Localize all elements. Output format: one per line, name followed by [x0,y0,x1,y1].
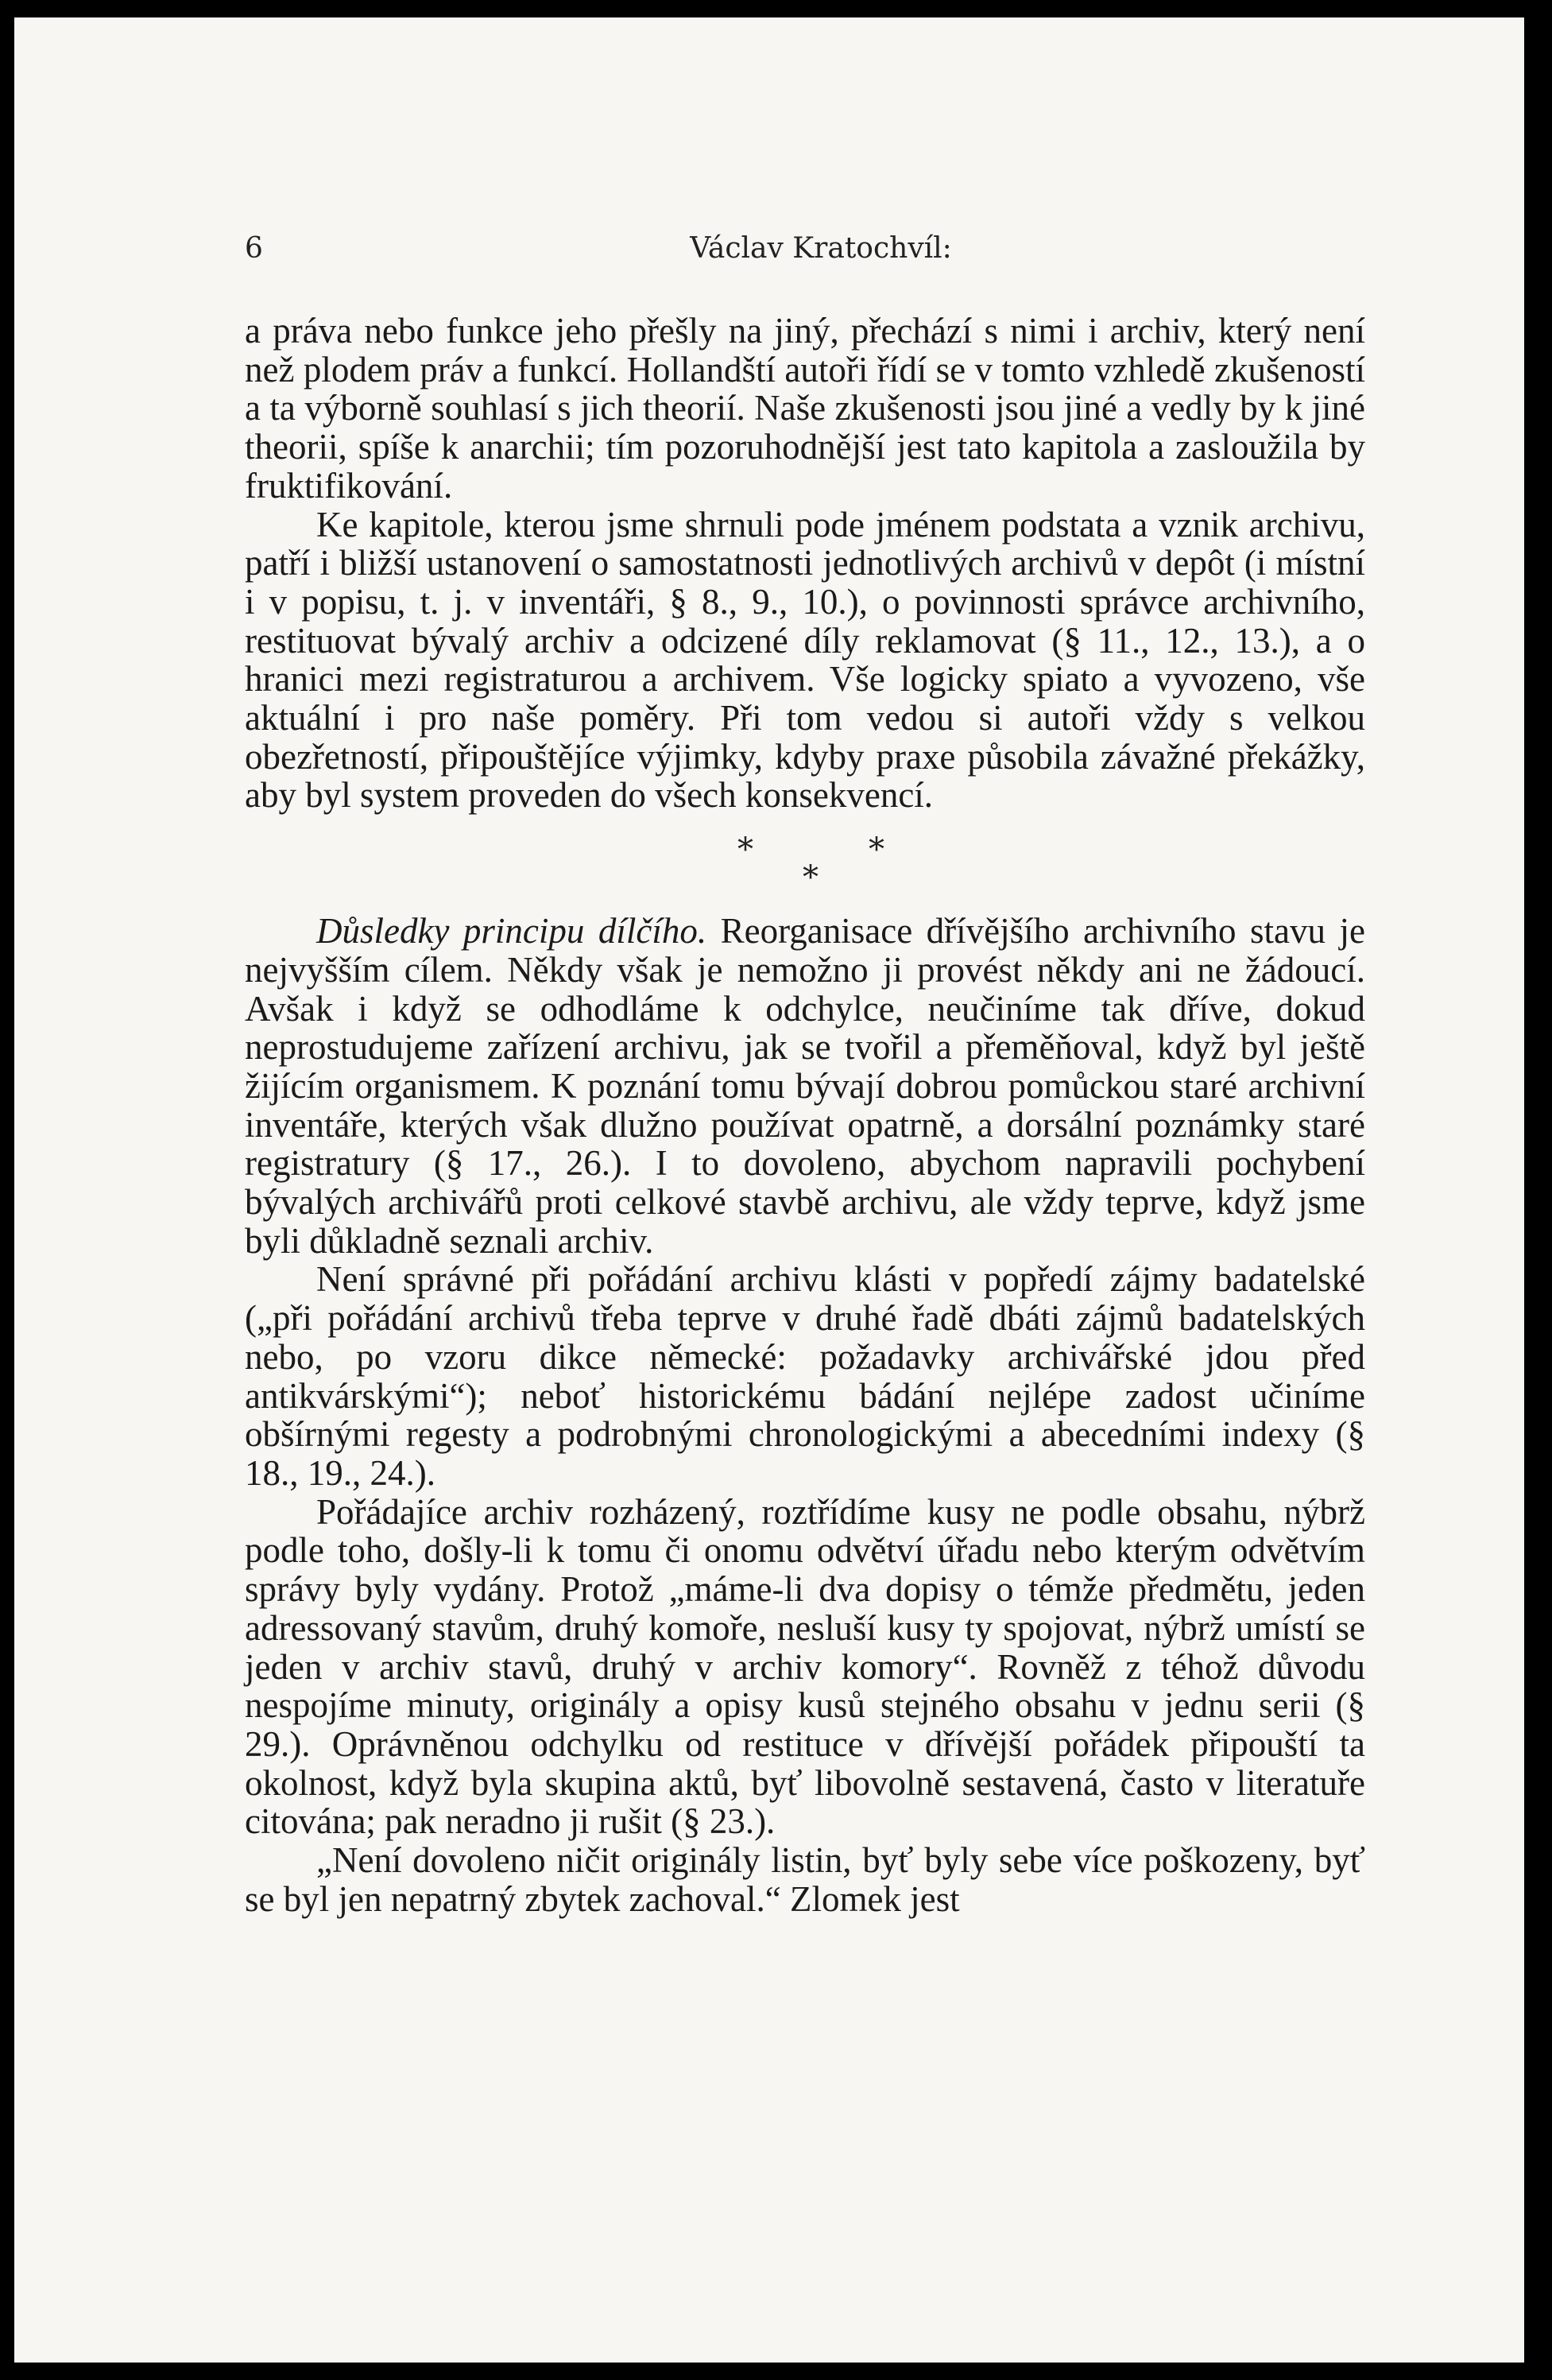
paragraph-2: Ke kapitole, kterou jsme shrnuli pode jménem podstata a vznik archivu, patří i bližší ustanovení o samostatnosti jednotlivých archivů v depôt (i místní i v popisu, t. j. v inventáři, § 8., 9., 10.), o povinnosti správce archivního, restituovat bývalý archiv a odcizené díly reklamovat (§ 11., 12., 13.), a o hranici mezi registraturou a archivem. Vše logicky spiato a vyvozeno, vše aktuální i pro naše poměry. Při tom vedou si autoři vždy s velkou obezřetností, připouštějíce výjimky, kdyby praxe působila závažné překážky, aby byl system proveden do všech konsekvencí. [245,504,1365,816]
page-number: 6 [245,232,263,265]
asterisk-middle: * [803,859,819,897]
paragraph-4: Není správné při pořádání archivu klásti v popředí zájmy badatelské („při pořádání archivů třeba teprve v druhé řadě dbáti zájmů badatelských nebo, po vzoru dikce německé: požadavky archivářské jdou před antikvárskými“); neboť historickému bádání nejlépe zadost učiníme obšírnými regesty a podrobnými chronologickými a abecedními indexy (§ 18., 19., 24.). [245,1259,1365,1493]
paragraph-5: Pořádajíce archiv rozházený, roztřídíme kusy ne podle obsahu, nýbrž podle toho, došly-li k tomu či onomu odvětví úřadu nebo kterým odvětvím správy byly vydány. Protož „máme-li dva dopisy o témže předmětu, jeden adressovaný stavům, druhý komoře, nesluší kusy ty spojovat, nýbrž umístí se jeden v archiv stavů, druhý v archiv komory“. Rovněž z téhož důvodu nespojíme minuty, originály a opisy kusů stejného obsahu v jednu serii (§ 29.). Oprávněnou odchylku od restituce v dřívější pořádek připouští ta okolnost, když byla skupina aktů, byť libovolně sestavená, často v literatuře citována; pak neradno ji rušit (§ 23.). [245,1491,1365,1842]
paragraph-3-text: Reorganisace dřívějšího archivního stavu je nejvyšším cílem. Někdy však je nemožno ji provést někdy ani ne žádoucí. Avšak i když se odhodláme k odchylce, neučiníme tak dříve, dokud neprostudujeme zařízení archivu, jak se tvořil a přeměňoval, když byl ještě žijícím organismem. K poznání tomu bývají dobrou pomůckou staré archivní inventáře, kterých však dlužno používat opatrně, a dorsální poznámky staré registratury (§ 17., 26.). I to dovoleno, abychom napravili pochybení bývalých archivářů proti celkové stavbě archivu, ale vždy teprve, když jsme byli důkladně seznali archiv. [245,911,1365,1261]
paragraph-3 [245,912,1365,1260]
section-separator [245,826,1365,905]
document-page [14,17,1524,2363]
running-head: Václav Kratochvíl: [690,232,952,265]
asterisk-left: * [737,831,753,869]
paragraph-1: a práva nebo funkce jeho přešly na jiný, přechází s nimi i archiv, který není než plodem práv a funkcí. Hollandští autoři řídí se v tomto vzhledě zkušeností a ta výborně souhlasí s jich theorií. Naše zkušenosti jsou jiné a vedly by k jiné theorii, spíše k anarchii; tím pozoruhodnější jest tato kapitola a zasloužila by fruktifikování. [245,311,1365,506]
page-header [245,232,1397,280]
section-title: Důsledky principu dílčího. [316,911,707,952]
body-text [245,312,1365,1918]
paragraph-6: „Není dovoleno ničit originály listin, byť byly sebe více poškozeny, byť se byl jen nepatrný zbytek zachoval.“ Zlomek jest [245,1840,1365,1919]
asterisk-right: * [869,831,884,869]
